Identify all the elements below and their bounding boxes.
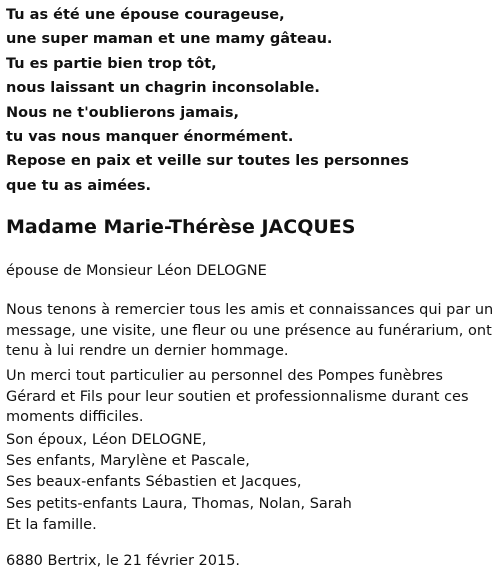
poem-line: Tu as été une épouse courageuse, xyxy=(6,7,285,23)
family-line: Ses enfants, Marylène et Pascale, xyxy=(6,453,250,470)
family-line: Et la famille. xyxy=(6,516,97,533)
thanks-paragraph: Nous tenons à remercier tous les amis et connaissances qui par un message, une visite, une fleur ou une présence au funérarium, ont tenu à lui rendre un dernier hommage. xyxy=(6,302,494,359)
family-list xyxy=(6,430,494,536)
deceased-name: Madame Marie-Thérèse JACQUES xyxy=(6,216,356,238)
family-line: Ses petits-enfants Laura, Thomas, Nolan, Sarah xyxy=(6,495,352,512)
place-and-date: 6880 Bertrix, le 21 février 2015. xyxy=(6,553,241,569)
poem-line: nous laissant un chagrin inconsolable. xyxy=(6,80,320,97)
poem-block xyxy=(6,3,496,198)
poem-line: Tu es partie bien trop tôt, xyxy=(6,55,217,72)
poem-line: tu vas nous manquer énormément. xyxy=(6,129,294,146)
family-line: Ses beaux-enfants Sébastien et Jacques, xyxy=(6,474,302,491)
poem-line: Nous ne t'oublierons jamais, xyxy=(6,104,239,121)
poem-line: une super maman et une mamy gâteau. xyxy=(6,31,333,48)
poem-line: Repose en paix et veille sur toutes les personnes xyxy=(6,153,409,170)
special-thanks-paragraph: Un merci tout particulier au personnel des Pompes funèbres Gérard et Fils pour leur soutien et professionnalisme durant ces moments difficiles. xyxy=(6,368,469,425)
spouse-line: épouse de Monsieur Léon DELOGNE xyxy=(6,263,267,279)
family-line: Son époux, Léon DELOGNE, xyxy=(6,432,207,448)
poem-line: que tu as aimées. xyxy=(6,177,152,194)
